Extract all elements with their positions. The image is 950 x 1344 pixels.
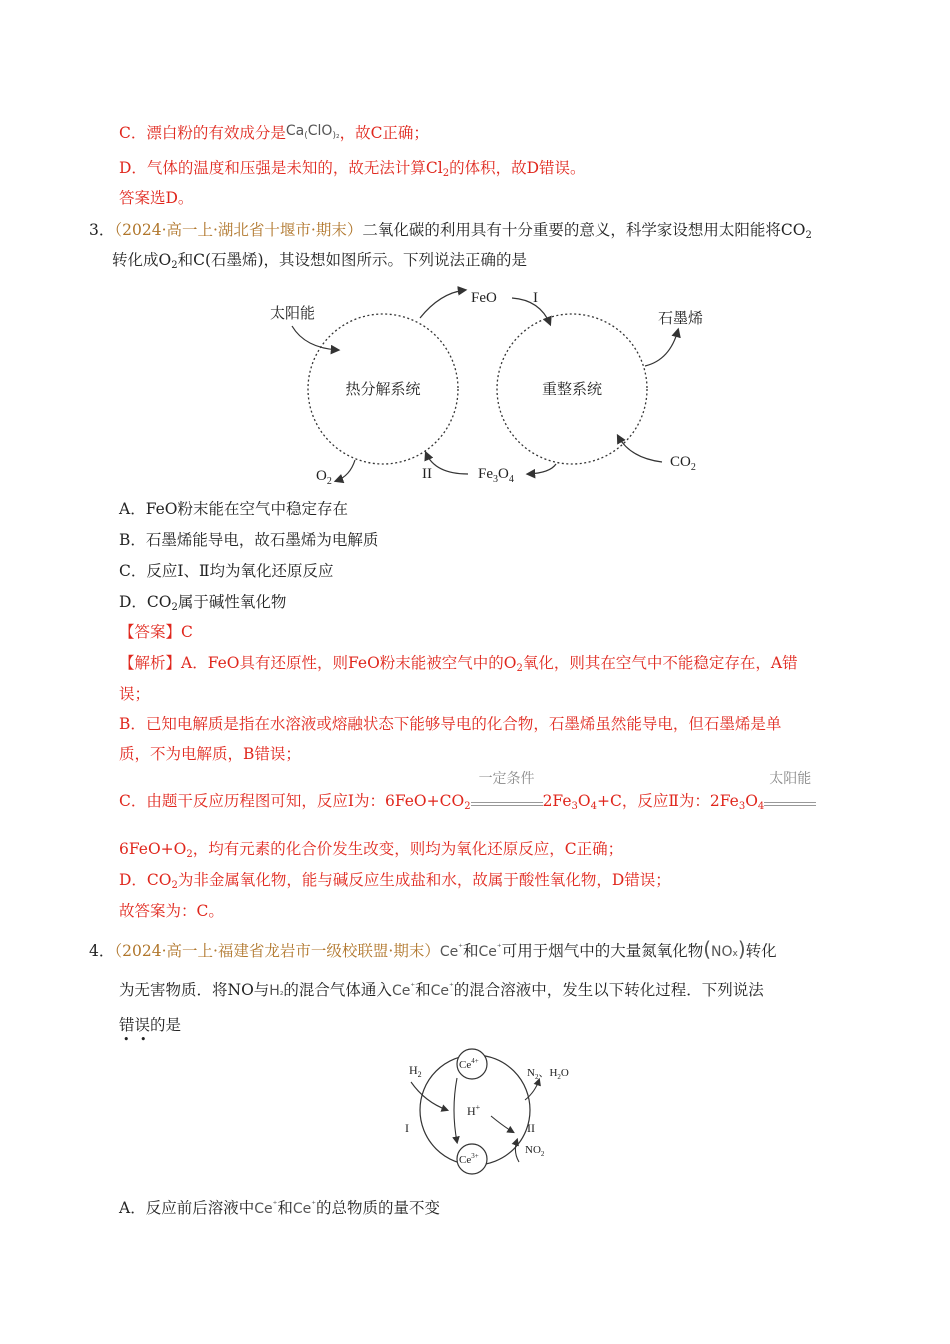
hplus-label: H+	[467, 1103, 481, 1118]
ce-transfer-arrow	[454, 1078, 457, 1142]
q3-analysis-line1: 【解析】A．FeO具有还原性，则FeO粉末能被空气中的$O_2$氧化，则其在空气中不能稳定存在，A错	[119, 654, 798, 674]
n2-h2o-label: $N_2$、$H_2O$	[527, 1067, 569, 1081]
feo-in-arrow	[420, 290, 465, 318]
condition-arrow-1: 一定条件	[471, 792, 543, 806]
q3-option-d: D．$CO_2$属于碱性氧化物	[119, 593, 287, 613]
q4-stem-line3: 错误的是	[119, 1016, 182, 1034]
q3-option-a: A．FeO粉末能在空气中稳定存在	[119, 500, 348, 518]
q3-source: （2024·高一上·湖北省十堰市·期末）	[114, 221, 363, 239]
prev-answer: 答案选D。	[119, 189, 194, 207]
graphene-label: 石墨烯	[658, 311, 704, 327]
q3-analysis-line7: D．$CO_2$为非金属氧化物，能与碱反应生成盐和水，故属于酸性氧化物，D错误；	[119, 871, 671, 891]
q4-option-a: A．反应前后溶液中Ce⁺和Ce⁺的总物质的量不变	[119, 1199, 441, 1217]
o2-arrow	[336, 460, 355, 481]
q3-option-c: C．反应Ⅰ、Ⅱ均为氧化还原反应	[119, 562, 334, 580]
q3-analysis-line5: C．由题干反应历程图可知，反应Ⅰ为：$6FeO+CO_2$ 一定条件 $2Fe_3O_4+C$，反应Ⅱ为：$2Fe_3O_4$ 太阳能	[119, 790, 816, 818]
ce3-label: $Ce^{3+}$	[459, 1152, 479, 1166]
q3-number: 3．	[89, 221, 115, 239]
o2-label: $O_2$	[316, 468, 332, 487]
feo-label: FeO	[471, 290, 497, 306]
emphasis-dot: •	[123, 1033, 130, 1046]
roman-two-label: II	[422, 466, 432, 482]
fe3o4-label: $Fe_3O_4$	[478, 466, 514, 485]
q3-answer: 【答案】C	[119, 623, 193, 641]
q3-option-b: B．石墨烯能导电，故石墨烯为电解质	[119, 531, 379, 549]
co2-arrow	[618, 436, 662, 462]
condition-arrow-2: 太阳能	[764, 792, 816, 806]
h2-arrow	[411, 1082, 447, 1110]
right-circle-label: 重整系统	[541, 382, 603, 398]
roman-two-label: II	[527, 1121, 535, 1135]
q4-stem-line1: 4．（2024·高一上·福建省龙岩市一级校联盟·期末）Ce⁺和Ce⁺可用于烟气中的大量氮氧化物(NOx)转化	[89, 937, 777, 961]
formula-clo: ClO	[307, 123, 333, 139]
q4-stem-line2: 为无害物质．将NO与H₂的混合气体通入Ce⁺和Ce⁺的混合溶液中，发生以下转化过程．下列说法	[119, 981, 764, 999]
left-circle-label: 热分解系统	[345, 382, 421, 398]
no2-label: $NO_2$	[525, 1144, 545, 1158]
prev-option-c: C．漂白粉的有效成分是Ca(ClO)₂，故C正确；	[119, 123, 429, 142]
formula-ca: Ca	[285, 123, 305, 139]
feo-out-arrow	[512, 298, 550, 324]
q3-analysis-line4: 质，不为电解质，B错误；	[119, 745, 301, 763]
q4-source: （2024·高一上·福建省龙岩市一级校联盟·期末）	[114, 942, 440, 960]
ce4-label: $Ce^{4+}$	[459, 1057, 479, 1071]
co2-label: $CO_2$	[670, 454, 696, 473]
product-arrow	[525, 1080, 539, 1100]
hplus-arrow	[491, 1116, 513, 1132]
roman-one-label: I	[533, 290, 538, 306]
q4-cycle-diagram	[385, 1040, 595, 1180]
prev-option-d: D．气体的温度和压强是未知的，故无法计算$Cl_2$的体积，故D错误。	[119, 159, 586, 179]
q3-analysis-line6: $6FeO+O_2$，均有元素的化合价发生改变，则均为氧化还原反应，C正确；	[119, 840, 624, 860]
q3-analysis-line2: 误；	[119, 685, 151, 703]
fe3o4-to-left-arrow	[426, 453, 468, 474]
q3-stem-line1: 3．（2024·高一上·湖北省十堰市·期末）二氧化碳的利用具有十分重要的意义，科学家设想用太阳能将$CO_2$	[89, 221, 812, 241]
emphasis-dot: •	[140, 1033, 147, 1046]
solar-arrow	[292, 326, 338, 350]
roman-one-label: I	[405, 1121, 409, 1135]
h2-label: $H_2$	[409, 1063, 422, 1079]
q3-stem-line2: 转化成$O_2$和C(石墨烯)，其设想如图所示。下列说法正确的是	[112, 251, 528, 271]
right-to-fe3o4-arrow	[528, 464, 556, 474]
q3-analysis-line8: 故答案为：C。	[119, 902, 224, 920]
q3-analysis-line3: B．已知电解质是指在水溶液或熔融状态下能够导电的化合物，石墨烯虽然能导电，但石墨烯是单	[119, 715, 782, 733]
q3-cycle-diagram	[250, 278, 730, 488]
solar-energy-label: 太阳能	[270, 306, 316, 322]
q4-number: 4．	[89, 942, 115, 960]
graphene-arrow	[645, 330, 678, 366]
